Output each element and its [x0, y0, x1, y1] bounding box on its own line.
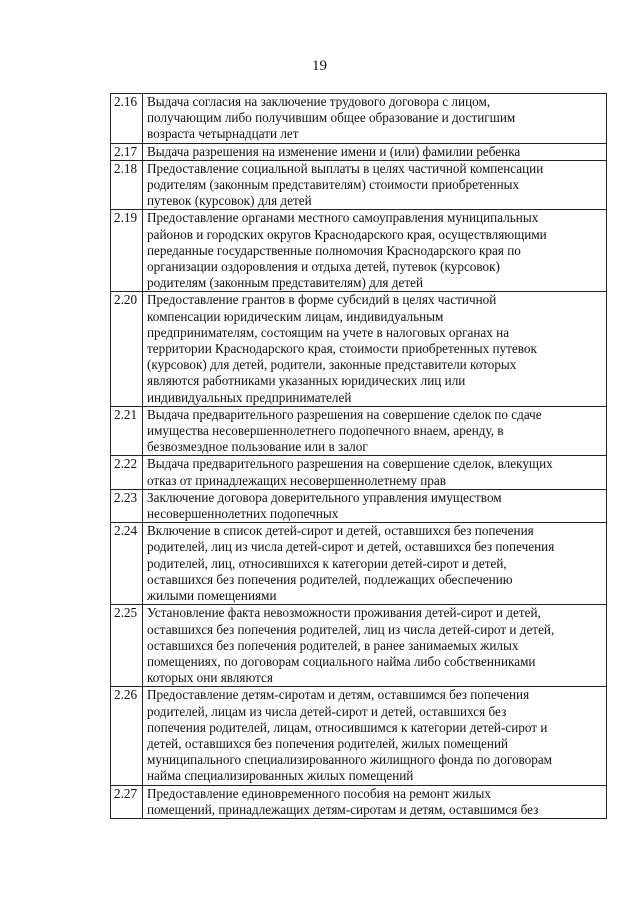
row-number: 2.16	[111, 94, 143, 144]
services-table-body	[111, 94, 607, 819]
row-number: 2.17	[111, 143, 143, 160]
table-row	[111, 605, 607, 687]
row-service-name: Выдача предварительного разрешения на совершение сделок, влекущих отказ от принадлежащих несовершеннолетнему прав	[143, 456, 607, 489]
row-number: 2.26	[111, 687, 143, 785]
row-number: 2.23	[111, 489, 143, 522]
row-number: 2.21	[111, 406, 143, 456]
table-row	[111, 687, 607, 785]
row-number: 2.25	[111, 605, 143, 687]
row-service-name: Выдача разрешения на изменение имени и (или) фамилии ребенка	[143, 143, 607, 160]
row-service-name: Выдача предварительного разрешения на совершение сделок по сдаче имущества несовершеннолетнего подопечного внаем, аренду, в безвозмездное пользование или в залог	[143, 406, 607, 456]
row-number: 2.20	[111, 292, 143, 406]
row-service-name: Заключение договора доверительного управления имуществом несовершеннолетних подопечных	[143, 489, 607, 522]
table-row	[111, 94, 607, 144]
row-service-name: Предоставление детям-сиротам и детям, оставшимся без попечения родителей, лицам из числа детей-сирот и детей, оставшихся без попечения родителей, лицам, относившимся к категории детей-сирот и детей, оставшихся без попечения родителей, жилых помещений муниципального специализированного жилищного фонда по договорам найма специализированных жилых помещений	[143, 687, 607, 785]
table-row	[111, 292, 607, 406]
table-row	[111, 489, 607, 522]
row-service-name: Включение в список детей-сирот и детей, оставшихся без попечения родителей, лиц из числа детей-сирот и детей, оставшихся без попечения родителей, лиц, относившихся к категории детей-сирот и детей, оставшихся без попечения родителей, подлежащих обеспечению жилыми помещениями	[143, 523, 607, 605]
row-service-name: Предоставление грантов в форме субсидий в целях частичной компенсации юридическим лицам, индивидуальным предпринимателям, состоящим на учете в налоговых органах на территории Краснодарского края, стоимости приобретенных путевок (курсовок) для детей, родители, законные представители которых являются работниками указанных юридических лиц или индивидуальных предпринимателей	[143, 292, 607, 406]
row-service-name: Предоставление единовременного пособия на ремонт жилых помещений, принадлежащих детям-сиротам и детям, оставшимся без	[143, 785, 607, 818]
row-number: 2.24	[111, 523, 143, 605]
row-number: 2.22	[111, 456, 143, 489]
table-row	[111, 406, 607, 456]
table-row	[111, 785, 607, 818]
table-row	[111, 210, 607, 292]
table-row	[111, 160, 607, 210]
table-row	[111, 456, 607, 489]
services-table	[110, 93, 607, 819]
row-number: 2.19	[111, 210, 143, 292]
row-number: 2.27	[111, 785, 143, 818]
page-number: 19	[312, 58, 327, 74]
row-number: 2.18	[111, 160, 143, 210]
table-row	[111, 523, 607, 605]
row-service-name: Предоставление социальной выплаты в целях частичной компенсации родителям (законным представителям) стоимости приобретенных путевок (курсовок) для детей	[143, 160, 607, 210]
row-service-name: Установление факта невозможности проживания детей-сирот и детей, оставшихся без попечения родителей, лиц из числа детей-сирот и детей, оставшихся без попечения родителей, в ранее занимаемых жилых помещениях, по договорам социального найма либо собственниками которых они являются	[143, 605, 607, 687]
table-row	[111, 143, 607, 160]
row-service-name: Предоставление органами местного самоуправления муниципальных районов и городских округов Краснодарского края, осуществляющими переданные государственные полномочия Краснодарского края по организации оздоровления и отдыха детей, путевок (курсовок) родителям (законным представителям) для детей	[143, 210, 607, 292]
row-service-name: Выдача согласия на заключение трудового договора с лицом, получающим либо получившим общее образование и достигшим возраста четырнадцати лет	[143, 94, 607, 144]
